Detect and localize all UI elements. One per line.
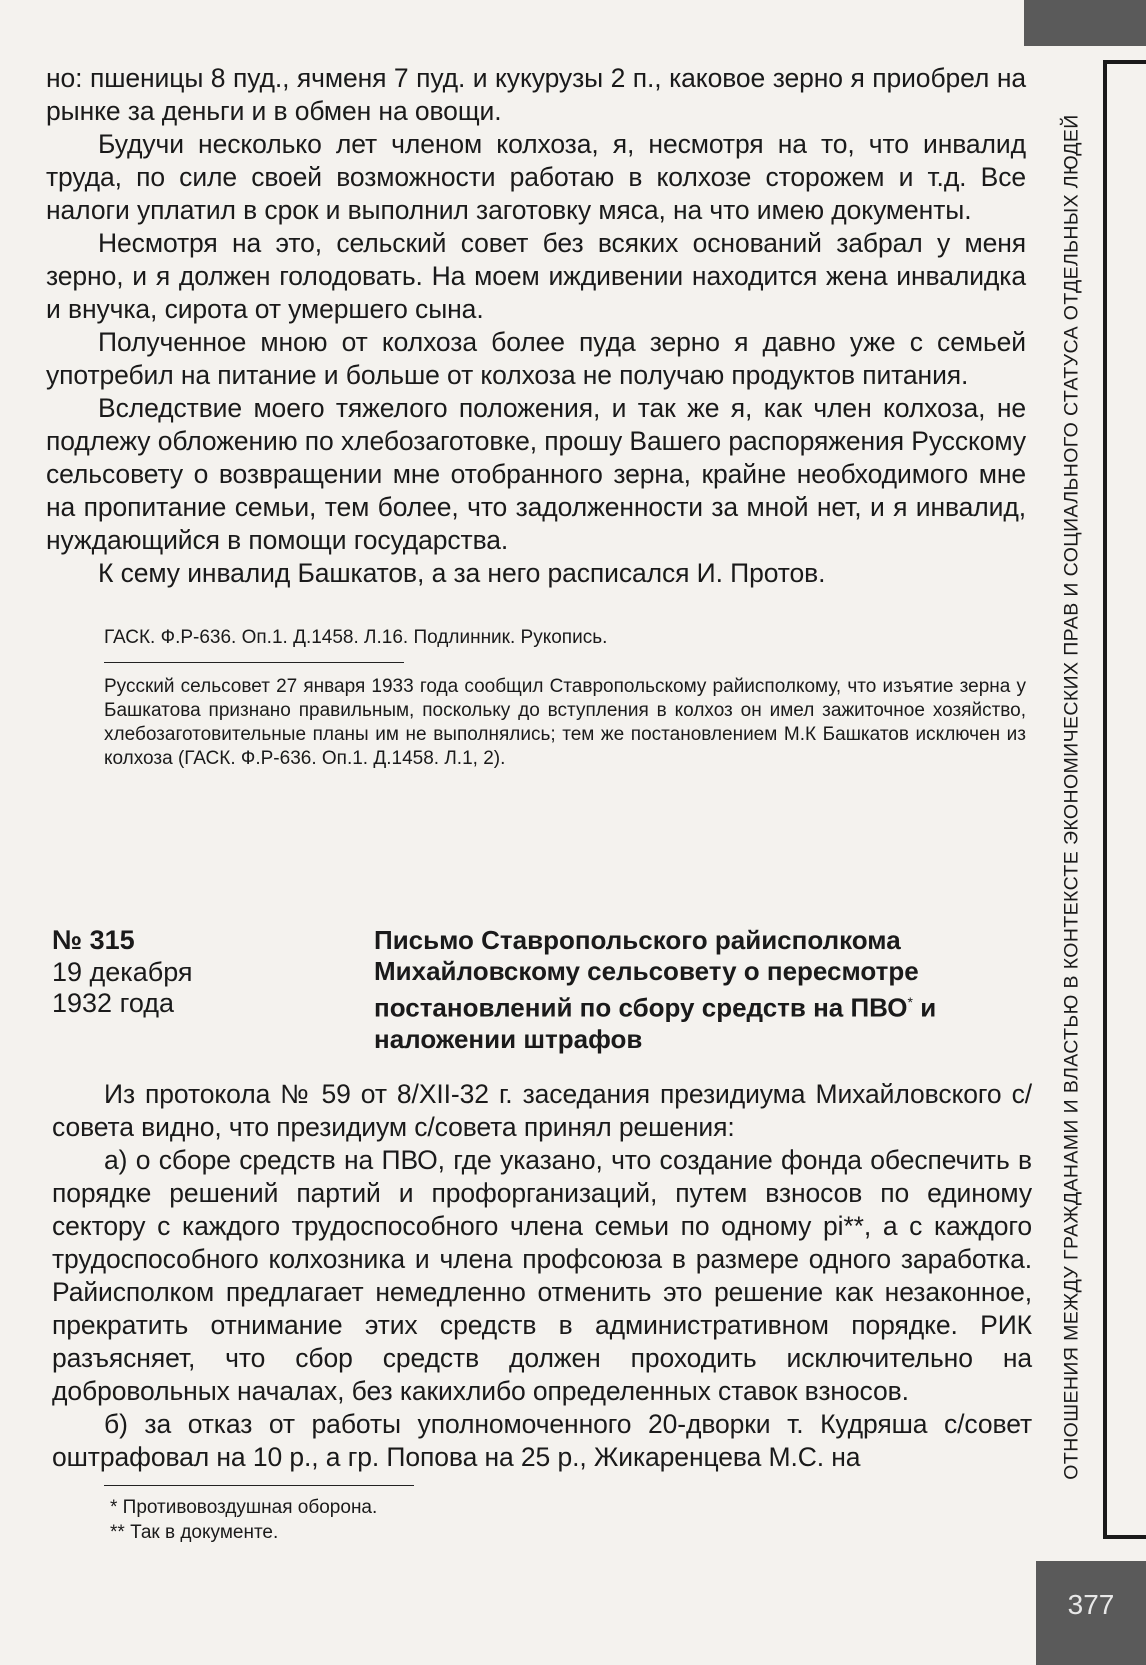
page-number: 377 bbox=[1067, 1589, 1115, 1620]
page-number-tab bbox=[1036, 1561, 1146, 1665]
footnote: ** Так в документе. bbox=[110, 1522, 279, 1543]
paragraph: Будучи несколько лет членом колхоза, я, несмотря на то, что инвалид труда, по силе своей возможности работаю в колхозе сторожем и т.д. Все налоги уплатил в срок и выполнил заготовку мяса, на что имею документы. bbox=[46, 129, 1026, 225]
date-line: 1932 года bbox=[52, 988, 175, 1018]
paragraph: но: пшеницы 8 пуд., ячменя 7 пуд. и кукурузы 2 п., каковое зерно я приобрел на рынке за деньги и в обмен на овощи. bbox=[46, 63, 1026, 126]
paragraph: Из протокола № 59 от 8/XII-32 г. заседания президиума Михайловского с/совета видно, что президиум с/совета принял решения: bbox=[52, 1079, 1032, 1142]
document-number: № 315 bbox=[52, 925, 135, 955]
signature-line: К сему инвалид Башкатов, а за него расписался И. Протов. bbox=[98, 558, 826, 588]
note-divider bbox=[104, 662, 404, 663]
document-date bbox=[52, 957, 193, 1019]
margin-frame bbox=[1103, 60, 1146, 1539]
corner-tab bbox=[1024, 0, 1146, 46]
footnotes bbox=[110, 1495, 377, 1545]
title-end: и наложении штрафов bbox=[374, 992, 937, 1054]
paragraph: Вследствие моего тяжелого положения, и так же я, как член колхоза, не подлежу обложению по хлебозаготовке, прошу Вашего распоряжения Русскому сельсовету о возвращении мне отобранного зерна, крайне необходимого мне на пропитание семьи, тем более, что задолженности за мной нет, и я инвалид, нуждающийся в помощи государства. bbox=[46, 393, 1026, 555]
footnote: * Противовоздушная оборона. bbox=[110, 1497, 378, 1518]
footnote-mark: * bbox=[907, 994, 913, 1010]
editorial-note: Русский сельсовет 27 января 1933 года сообщил Ставропольскому райисполкому, что изъятие зерна у Башкатова признано правильным, поскольку до вступления в колхоз он имел зажиточное хозяйство, хлебозаготовительные планы им не выполнялись; тем же постановлением М.К Башкатов исключен из колхоза (ГАСК. Ф.Р-636. Оп.1. Д.1458. Л.1, 2). bbox=[104, 676, 1026, 769]
paragraph: Несмотря на это, сельский совет без всяких оснований забрал у меня зерно, и я должен голодовать. На моем иждивении находится жена инвалидка и внучка, сирота от умершего сына. bbox=[46, 228, 1026, 324]
paragraph: б) за отказ от работы уполномоченного 20-дворки т. Кудряша с/совет оштрафовал на 10 р., а гр. Попова на 25 р., Жикаренцева М.С. на bbox=[52, 1409, 1032, 1472]
document-title bbox=[374, 925, 974, 1055]
archive-reference: ГАСК. Ф.Р-636. Оп.1. Д.1458. Л.16. Подлинник. Рукопись. bbox=[104, 627, 608, 648]
title-text: Письмо Ставропольского райисполкома Михайловскому сельсовету о пересмотре постановлений по сбору средств на ПВО bbox=[374, 925, 919, 1023]
running-title-text: ОТНОШЕНИЯ МЕЖДУ ГРАЖДАНАМИ И ВЛАСТЬЮ В КОНТЕКСТЕ ЭКОНОМИЧЕСКИХ ПРАВ И СОЦИАЛЬНОГО СТАТУСА ОТДЕЛЬНЫХ ЛЮДЕЙ bbox=[1060, 114, 1083, 1480]
running-title bbox=[1054, 52, 1090, 1542]
paragraph: а) о сборе средств на ПВО, где указано, что создание фонда обеспечить в порядке решений партий и профорганизаций, путем взносов по единому сектору с каждого трудоспособного члена семьи по одному рі**, а с каждого трудоспособного колхозника и члена профсоюза в размере одного заработка. Райисполком предлагает немедленно отменить это решение как незаконное, прекратить отнимание этих средств в административном порядке. РИК разъясняет, что сбор средств должен проходить исключительно на добровольных началах, без какихлибо определенных ставок взносов. bbox=[52, 1145, 1032, 1406]
main-text-bottom bbox=[52, 1078, 1032, 1474]
paragraph: Полученное мною от колхоза более пуда зерно я давно уже с семьей употребил на питание и больше от колхоза не получаю продуктов питания. bbox=[46, 327, 1026, 390]
document-header bbox=[52, 925, 1032, 1054]
date-line: 19 декабря bbox=[52, 957, 193, 987]
footnote-divider bbox=[104, 1485, 414, 1486]
main-text-top bbox=[46, 62, 1026, 771]
